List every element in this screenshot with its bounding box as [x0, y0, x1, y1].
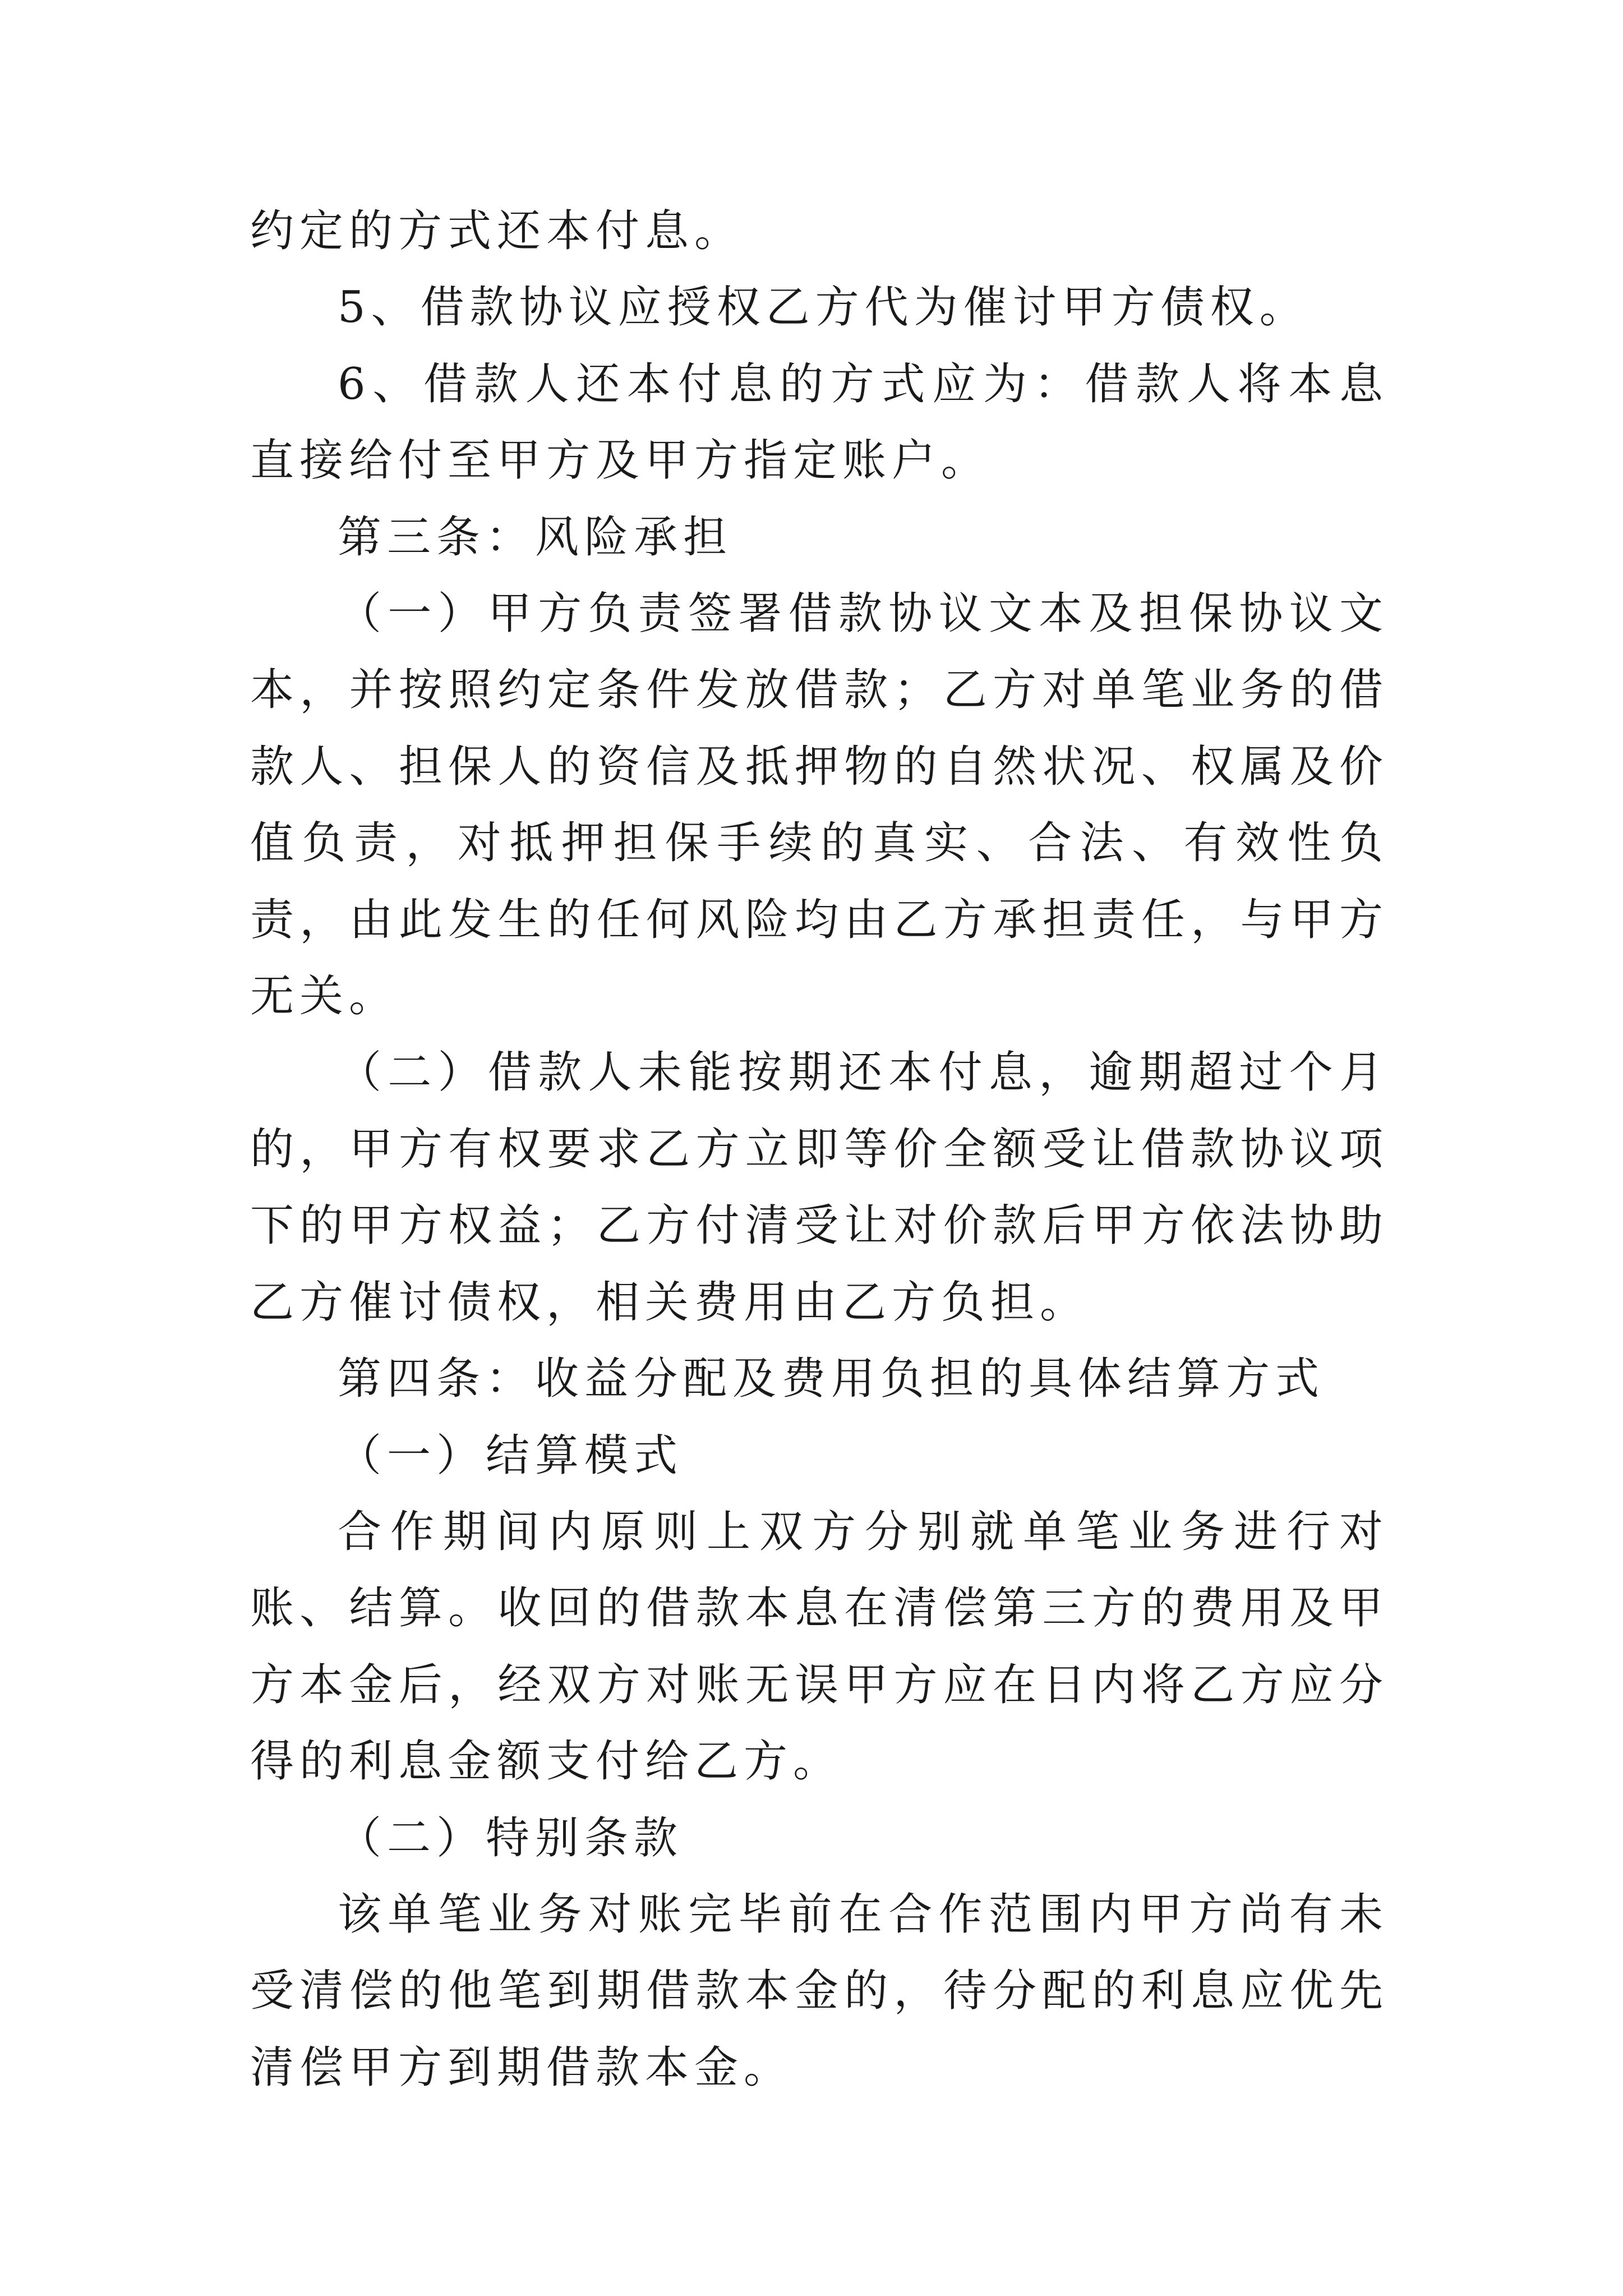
article-4-section-2-heading: （二）特别条款 — [338, 1812, 684, 1864]
article-4-section-1-heading: （一）结算模式 — [338, 1430, 684, 1481]
paragraph-clause-5: 5、借款协议应授权乙方代为催讨甲方债权。 — [338, 282, 1309, 333]
paragraph-continuation: 约定的方式还本付息。 — [250, 206, 744, 256]
paragraph-clause-6: 6、借款人还本付息的方式应为：借款人将本息直接给付至甲方及甲方指定账户。 — [250, 358, 1389, 486]
article-3-section-2: （二）借款人未能按期还本付息，逾期超过个月的，甲方有权要求乙方立即等价全额受让借款协议项下的甲方权益；乙方付清受让对价款后甲方依法协助乙方催讨债权，相关费用由乙方负担。 — [250, 1047, 1389, 1328]
article-4-heading: 第四条：收益分配及费用负担的具体结算方式 — [338, 1354, 1325, 1405]
article-3-section-1: （一）甲方负责签署借款协议文本及担保协议文本，并按照约定条件发放借款；乙方对单笔业务的借款人、担保人的资信及抵押物的自然状况、权属及价值负责，对抵押担保手续的真实、合法、有效性负责，由此发生的任何风险均由乙方承担责任，与甲方无关。 — [250, 588, 1389, 1022]
article-3-heading: 第三条：风险承担 — [338, 512, 733, 563]
article-4-section-2-body: 该单笔业务对账完毕前在合作范围内甲方尚有未受清偿的他笔到期借款本金的，待分配的利息应优先清偿甲方到期借款本金。 — [250, 1889, 1389, 2093]
contract-body — [250, 193, 1389, 2106]
article-4-section-1-body: 合作期间内原则上双方分别就单笔业务进行对账、结算。收回的借款本息在清偿第三方的费用及甲方本金后，经双方对账无误甲方应在日内将乙方应分得的利息金额支付给乙方。 — [250, 1506, 1389, 1787]
